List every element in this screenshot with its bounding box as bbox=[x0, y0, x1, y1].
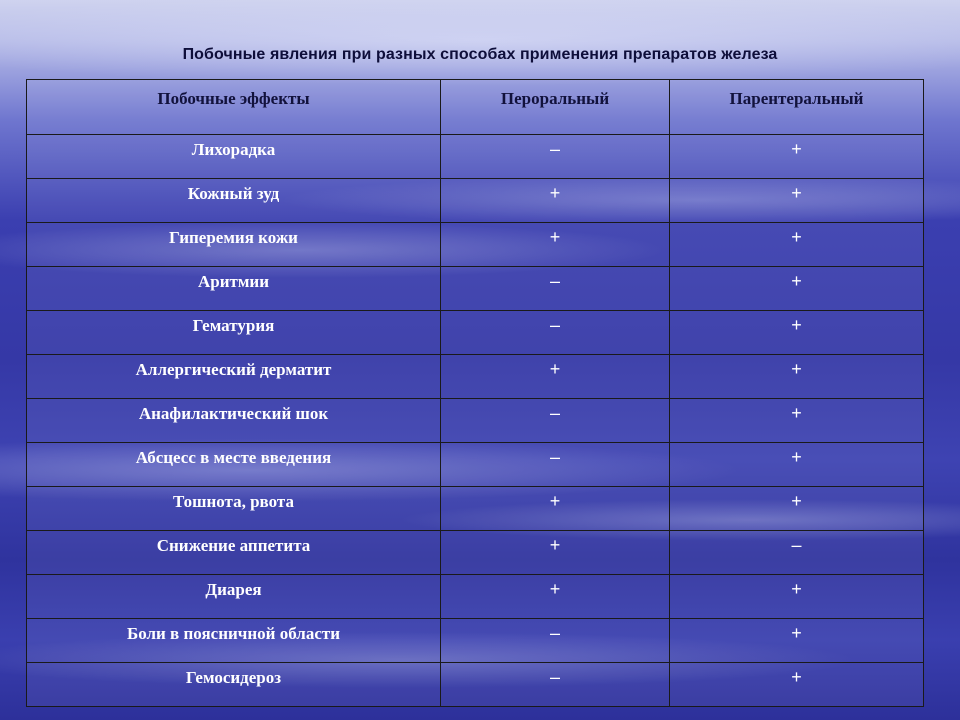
table-header-row bbox=[27, 80, 924, 135]
oral-cell: – bbox=[441, 443, 670, 487]
oral-cell: + bbox=[441, 223, 670, 267]
oral-cell: – bbox=[441, 311, 670, 355]
effect-cell: Абсцесс в месте введения bbox=[27, 443, 441, 487]
parenteral-cell: + bbox=[670, 223, 924, 267]
effect-cell: Анафилактический шок bbox=[27, 399, 441, 443]
table-row bbox=[27, 267, 924, 311]
effect-cell: Кожный зуд bbox=[27, 179, 441, 223]
effect-cell: Гиперемия кожи bbox=[27, 223, 441, 267]
table-row bbox=[27, 311, 924, 355]
oral-cell: + bbox=[441, 575, 670, 619]
oral-cell: – bbox=[441, 267, 670, 311]
effect-cell: Аллергический дерматит bbox=[27, 355, 441, 399]
effect-cell: Тошнота, рвота bbox=[27, 487, 441, 531]
table-row bbox=[27, 223, 924, 267]
table-row bbox=[27, 575, 924, 619]
parenteral-cell: + bbox=[670, 267, 924, 311]
effect-cell: Лихорадка bbox=[27, 135, 441, 179]
parenteral-cell: + bbox=[670, 355, 924, 399]
effect-cell: Боли в поясничной области bbox=[27, 619, 441, 663]
parenteral-cell: + bbox=[670, 399, 924, 443]
oral-cell: – bbox=[441, 135, 670, 179]
oral-cell: + bbox=[441, 355, 670, 399]
oral-cell: – bbox=[441, 619, 670, 663]
oral-cell: + bbox=[441, 179, 670, 223]
effect-cell: Аритмии bbox=[27, 267, 441, 311]
parenteral-cell: + bbox=[670, 663, 924, 707]
parenteral-cell: + bbox=[670, 487, 924, 531]
parenteral-cell: + bbox=[670, 619, 924, 663]
table-row bbox=[27, 355, 924, 399]
table-row bbox=[27, 663, 924, 707]
oral-cell: – bbox=[441, 399, 670, 443]
side-effects-table bbox=[26, 79, 924, 707]
parenteral-cell: + bbox=[670, 179, 924, 223]
parenteral-cell: + bbox=[670, 575, 924, 619]
table-row bbox=[27, 135, 924, 179]
parenteral-cell: + bbox=[670, 311, 924, 355]
table-row bbox=[27, 487, 924, 531]
table-row bbox=[27, 399, 924, 443]
table-row bbox=[27, 179, 924, 223]
table-row bbox=[27, 443, 924, 487]
slide-title: Побочные явления при разных способах применения препаратов железа bbox=[182, 46, 778, 63]
effect-cell: Снижение аппетита bbox=[27, 531, 441, 575]
effect-cell: Диарея bbox=[27, 575, 441, 619]
column-header-effects: Побочные эффекты bbox=[27, 80, 441, 135]
oral-cell: + bbox=[441, 531, 670, 575]
column-header-oral: Пероральный bbox=[441, 80, 670, 135]
parenteral-cell: + bbox=[670, 443, 924, 487]
oral-cell: + bbox=[441, 487, 670, 531]
table-row bbox=[27, 619, 924, 663]
column-header-parenteral: Парентеральный bbox=[670, 80, 924, 135]
parenteral-cell: + bbox=[670, 135, 924, 179]
oral-cell: – bbox=[441, 663, 670, 707]
effect-cell: Гемосидероз bbox=[27, 663, 441, 707]
table-row bbox=[27, 531, 924, 575]
effect-cell: Гематурия bbox=[27, 311, 441, 355]
parenteral-cell: – bbox=[670, 531, 924, 575]
